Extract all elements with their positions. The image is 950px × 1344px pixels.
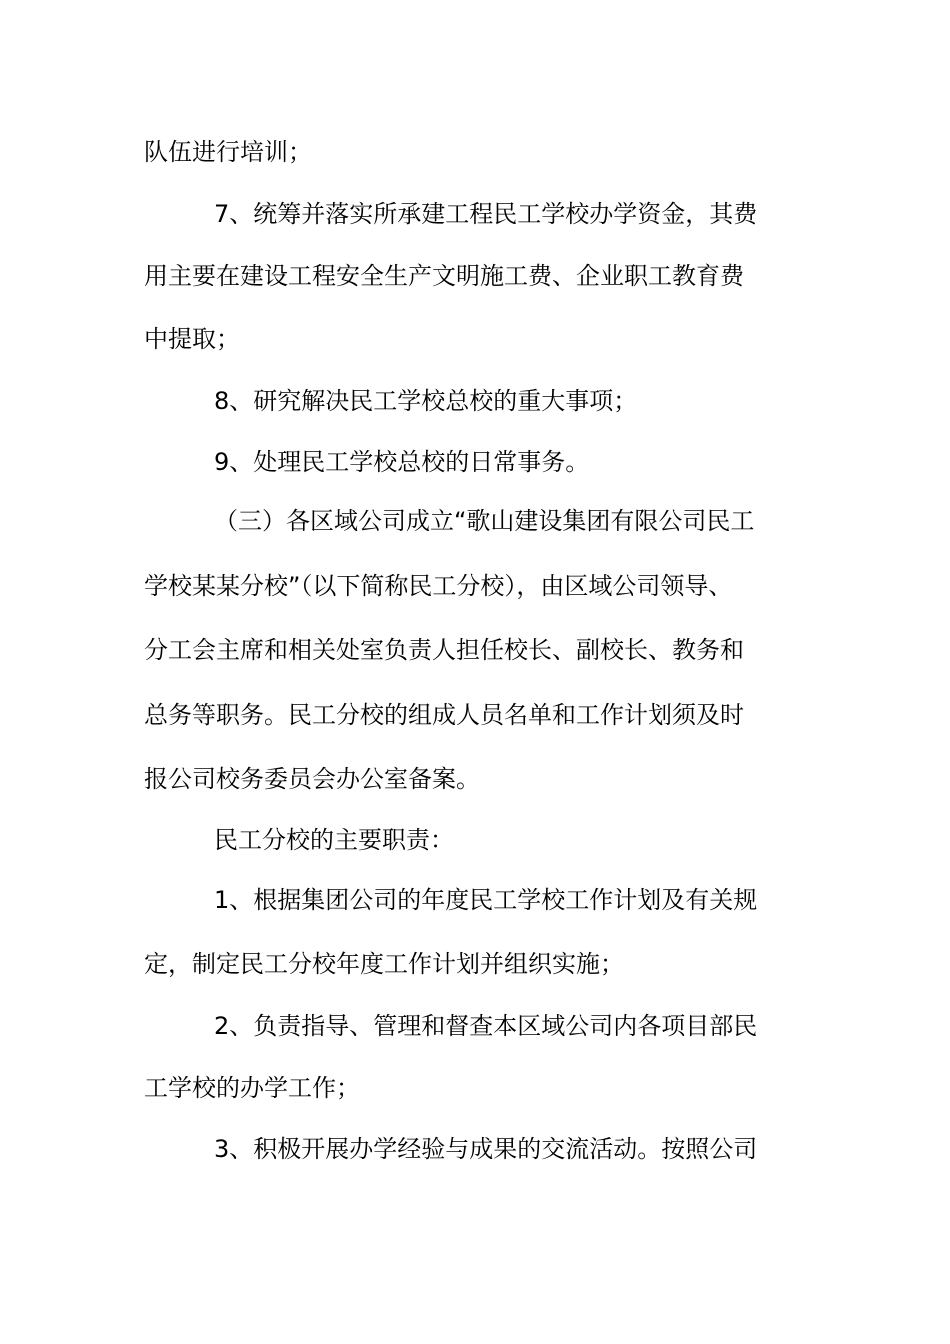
text-line: 分工会主席和相关处室负责人担任校长、副校长、教务和 bbox=[144, 636, 744, 664]
text-line: 报公司校务委员会办公室备案。 bbox=[144, 765, 480, 793]
text-line: 中提取； bbox=[144, 325, 240, 353]
text-line: 总务等职务。民工分校的组成人员名单和工作计划须及时 bbox=[144, 701, 744, 729]
text-line: 定，制定民工分校年度工作计划并组织实施； bbox=[144, 950, 624, 978]
text-line: （三）各区域公司成立“歌山建设集团有限公司民工 bbox=[214, 507, 755, 535]
text-line: 工学校的办学工作； bbox=[144, 1074, 360, 1102]
text-line: 2、负责指导、管理和督查本区域公司内各项目部民 bbox=[214, 1012, 758, 1040]
text-line: 用主要在建设工程安全生产文明施工费、企业职工教育费 bbox=[144, 262, 744, 290]
text-line: 7、统筹并落实所承建工程民工学校办学资金，其费 bbox=[214, 200, 758, 228]
text-line: 民工分校的主要职责： bbox=[214, 826, 454, 854]
text-line: 学校某某分校”（以下简称民工分校），由区域公司领导、 bbox=[144, 572, 733, 600]
text-line: 8、研究解决民工学校总校的重大事项； bbox=[214, 387, 638, 415]
text-line: 3、积极开展办学经验与成果的交流活动。按照公司 bbox=[214, 1135, 758, 1163]
text-line: 9、处理民工学校总校的日常事务。 bbox=[214, 448, 590, 476]
text-line: 1、根据集团公司的年度民工学校工作计划及有关规 bbox=[214, 886, 758, 914]
text-line: 队伍进行培训； bbox=[144, 138, 312, 166]
